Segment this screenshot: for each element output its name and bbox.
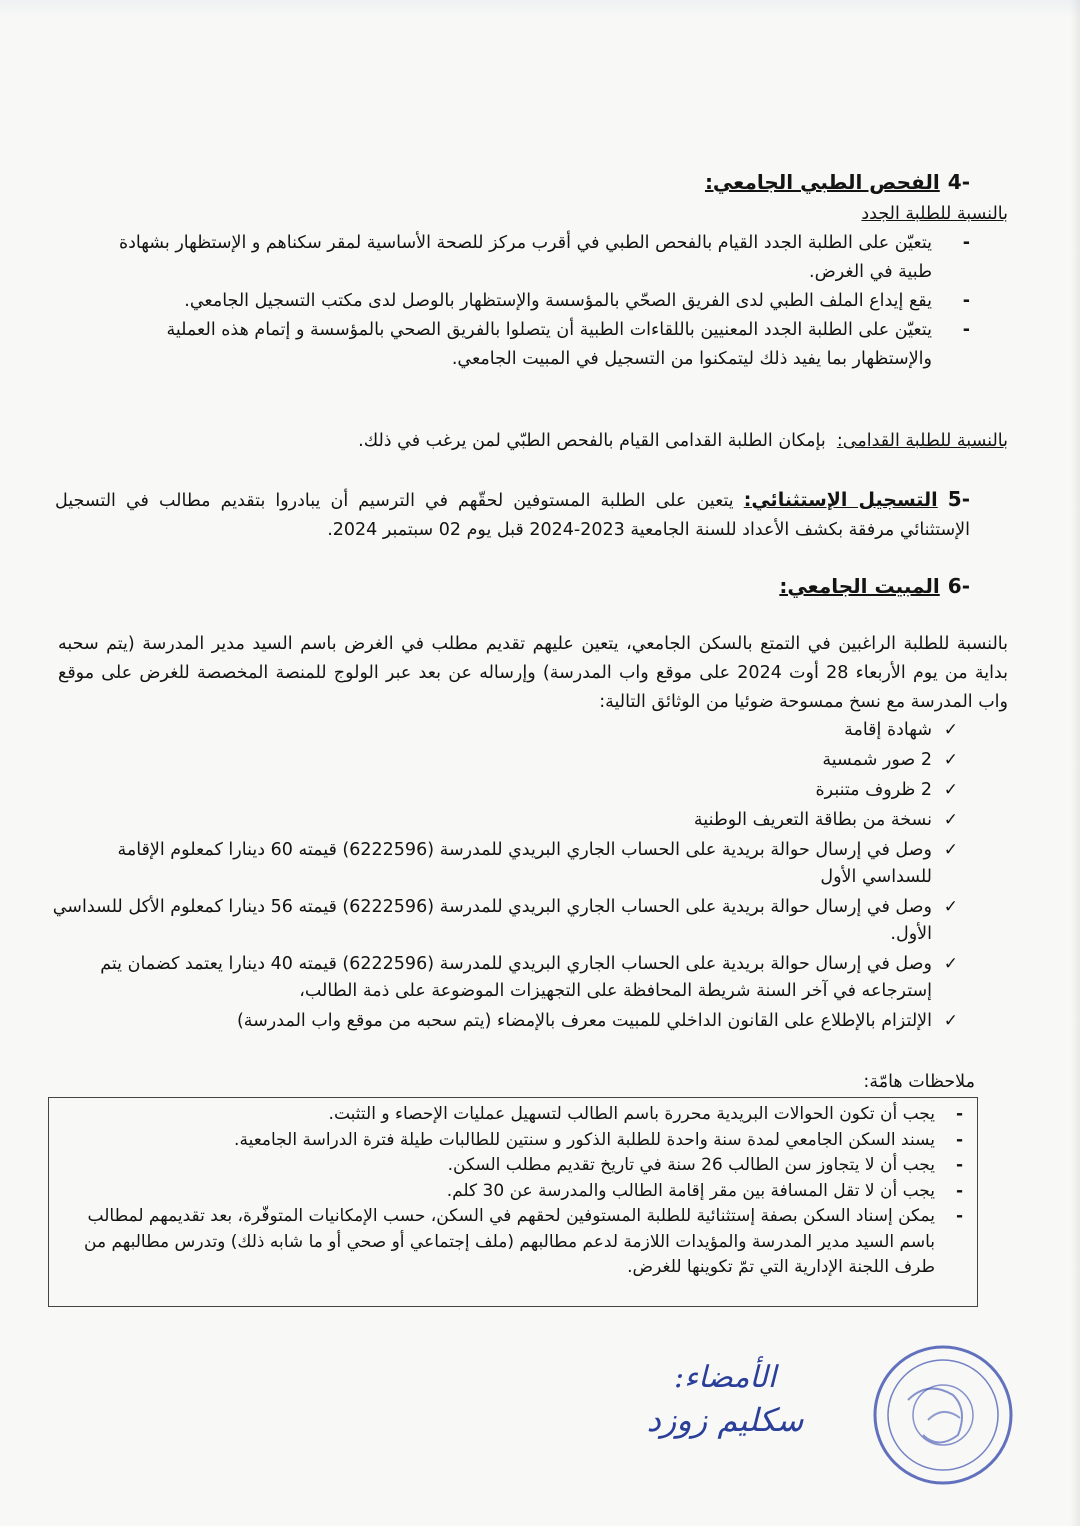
- document-item: ✓ الإلتزام بالإطلاع على القانون الداخلي للمبيت معرف بالإمضاء (يتم سحبه من موقع واب المدرسة): [43, 1008, 958, 1035]
- page-edge-shadow: [1070, 0, 1080, 1526]
- signature-name: سكليم زوزد: [646, 1401, 804, 1439]
- note-item: - يمكن إسناد السكن بصفة إستثنائية للطلبة المستوفين لحقهم في السكن، حسب الإمكانيات المتوفّرة، بعد تقديمهم لمطالب باسم السيد مدير المدرسة والمؤيدات اللازمة لدعم مطالبهم (ملف إجتماعي أو صحي أو ما شابه ذلك) وتدرس مطالبهم من طرف اللجنة الإدارية التي تمّ تكوينها للغرض.: [59, 1204, 977, 1281]
- section-4-item: - يقع إيداع الملف الطبي لدى الفريق الصحّي بالمؤسسة والإستظهار بالوصل لدى مكتب التسجيل الجامعي.: [105, 287, 990, 316]
- document-item: ✓ وصل في إرسال حوالة بريدية على الحساب الجاري البريدي للمدرسة (6222596) قيمته 60 دينارا كمعلوم الإقامة للسداسي الأول: [43, 837, 958, 891]
- document-item: ✓ شهادة إقامة: [43, 717, 958, 744]
- documents-list: [43, 717, 958, 1038]
- section-6-intro: بالنسبة للطلبة الراغبين في التمتع بالسكن الجامعي، يتعين عليهم تقديم مطلب في الغرض باسم السيد مدير المدرسة (يتم سحبه بداية من يوم الأربعاء 28 أوت 2024 على موقع واب المدرسة) وإرساله عن بعد عبر الولوج للمنصة المخصصة للغرض على موقع واب المدرسة مع نسخ ممسوحة ضوئيا من الوثائق التالية:: [58, 634, 1009, 712]
- section-5-text: يتعين على الطلبة المستوفين لحقّهم في الترسيم أن يبادروا بتقديم مطالب في التسجيل الإستثنائي مرفقة بكشف الأعداد للسنة الجامعية 2023-2024 قبل يوم 02 سبتمبر 2024.: [55, 491, 970, 540]
- section-5-title: التسجيل الإستثنائي:: [743, 489, 938, 511]
- note-item: - يجب أن لا يتجاوز سن الطالب 26 سنة في تاريخ تقديم مطلب السكن.: [59, 1153, 977, 1179]
- note-item: - يسند السكن الجامعي لمدة سنة واحدة للطلبة الذكور و سنتين للطالبات طيلة فترة الدراسة الجامعية.: [59, 1128, 977, 1154]
- document-item: ✓ نسخة من بطاقة التعريف الوطنية: [43, 807, 958, 834]
- notes-box: [48, 1097, 978, 1307]
- document-item: ✓ 2 ظروف متنبرة: [43, 777, 958, 804]
- section-6-number: -6: [947, 574, 970, 598]
- old-students-label: بالنسبة للطلبة القدامى:: [836, 431, 1008, 451]
- note-item: - يجب أن لا تقل المسافة بين مقر إقامة الطالب والمدرسة عن 30 كلم.: [59, 1179, 977, 1205]
- document-item: ✓ وصل في إرسال حوالة بريدية على الحساب الجاري البريدي للمدرسة (6222596) قيمته 56 دينارا كمعلوم الأكل للسداسي الأول.: [43, 894, 958, 948]
- section-6-heading: [110, 574, 970, 598]
- old-students-line: [88, 427, 1008, 456]
- official-stamp-icon: [868, 1340, 1018, 1490]
- section-4-item: - يتعيّن على الطلبة الجدد المعنيين باللقاءات الطبية أن يتصلوا بالفريق الصحي بالمؤسسة و إتمام هذه العملية والإستظهار بما يفيد ذلك ليتمكنوا من التسجيل في المبيت الجامعي.: [105, 316, 990, 374]
- section-5-number: -5: [947, 487, 970, 511]
- note-item: - يجب أن تكون الحوالات البريدية محررة باسم الطالب لتسهيل عمليات الإحصاء و التثبت.: [59, 1102, 977, 1128]
- signature: [595, 1358, 855, 1478]
- signature-label: الأمضاء:: [673, 1360, 777, 1395]
- section-5-block: [55, 485, 970, 545]
- old-students-text: بإمكان الطلبة القدامى القيام بالفحص الطبّي لمن يرغب في ذلك.: [358, 431, 826, 451]
- new-students-label: بالنسبة للطلبة الجدد: [861, 204, 1008, 224]
- section-4-number: -4: [947, 170, 970, 194]
- document-item: ✓ 2 صور شمسية: [43, 747, 958, 774]
- section-6-title: المبيت الجامعي:: [779, 574, 940, 598]
- document-item: ✓ وصل في إرسال حوالة بريدية على الحساب الجاري البريدي للمدرسة (6222596) قيمته 40 دينارا يعتمد كضمان يتم إسترجاعه في آخر السنة شريطة المحافظة على التجهيزات الموضوعة على ذمة الطالب،: [43, 951, 958, 1005]
- section-4-item: - يتعيّن على الطلبة الجدد القيام بالفحص الطبي في أقرب مركز للصحة الأساسية لمقر سكناهم و الإستظهار بشهادة طبية في الغرض.: [105, 229, 990, 287]
- section-4-list: [105, 229, 990, 374]
- notes-label: ملاحظات هامّة:: [863, 1072, 975, 1092]
- section-4-title: الفحص الطبي الجامعي:: [704, 170, 940, 194]
- section-4-heading: [110, 170, 970, 194]
